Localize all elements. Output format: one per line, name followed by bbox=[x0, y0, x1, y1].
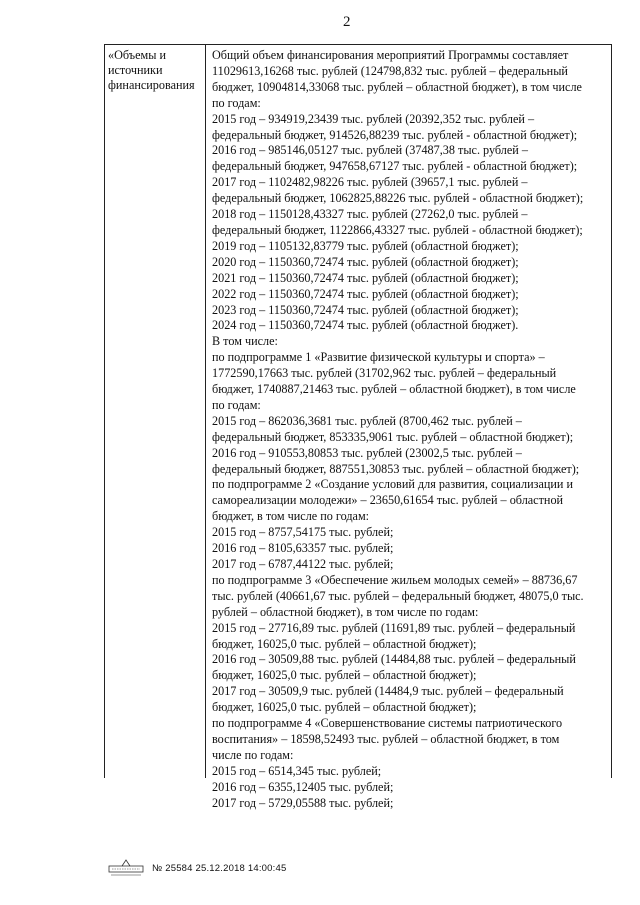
text-line: 2017 год – 5729,05588 тыс. рублей; bbox=[212, 795, 394, 810]
financing-details-cell bbox=[212, 48, 610, 812]
text-line: по годам: bbox=[212, 95, 261, 110]
text-line: 1772590,17663 тыс. рублей (31702,962 тыс. рублей – федеральный bbox=[212, 366, 557, 381]
text-line: Общий объем финансирования мероприятий Программы составляет bbox=[212, 48, 569, 62]
document-footer bbox=[108, 857, 286, 879]
text-line: самореализации молодежи» – 23650,61654 тыс. рублей – областной bbox=[212, 493, 564, 508]
text-line: 2020 год – 1150360,72474 тыс. рублей (областной бюджет); bbox=[212, 254, 519, 269]
text-line: 2015 год – 6514,345 тыс. рублей; bbox=[212, 763, 382, 778]
text-line: 2018 год – 1150128,43327 тыс. рублей (27262,0 тыс. рублей – bbox=[212, 207, 528, 222]
column-divider bbox=[205, 45, 206, 778]
text-line: В том числе: bbox=[212, 334, 278, 349]
text-line: 2017 год – 6787,44122 тыс. рублей; bbox=[212, 557, 394, 571]
text-line: федеральный бюджет, 1062825,88226 тыс. рублей - областной бюджет); bbox=[212, 191, 584, 206]
text-line: по подпрограмме 4 «Совершенствование системы патриотического bbox=[212, 716, 563, 731]
text-line: федеральный бюджет, 947658,67127 тыс. рублей - областной бюджет); bbox=[212, 159, 578, 174]
page-number: 2 bbox=[343, 14, 351, 30]
text-line: 2023 год – 1150360,72474 тыс. рублей (областной бюджет); bbox=[212, 302, 519, 317]
text-line: по годам: bbox=[212, 397, 261, 412]
financing-table bbox=[104, 44, 612, 810]
text-line: 2015 год – 8757,54175 тыс. рублей; bbox=[212, 525, 394, 540]
text-line: бюджет, 16025,0 тыс. рублей – областной бюджет); bbox=[212, 668, 477, 683]
text-line: федеральный бюджет, 914526,88239 тыс. рублей - областной бюджет); bbox=[212, 127, 578, 142]
row-label-line: «Объемы и bbox=[108, 48, 166, 62]
document-registration-ref: № 25584 25.12.2018 14:00:45 bbox=[152, 862, 287, 874]
text-line: 2024 год – 1150360,72474 тыс. рублей (областной бюджет). bbox=[212, 318, 519, 333]
text-line: 2022 год – 1150360,72474 тыс. рублей (областной бюджет); bbox=[212, 286, 519, 301]
text-line: 2019 год – 1105132,83779 тыс. рублей (областной бюджет); bbox=[212, 238, 519, 253]
registry-stamp-icon bbox=[108, 857, 144, 879]
text-line: 11029613,16268 тыс. рублей (124798,832 тыс. рублей – федеральный bbox=[212, 63, 568, 78]
text-line: по подпрограмме 2 «Создание условий для развития, социализации и bbox=[212, 477, 574, 492]
text-line: 2016 год – 6355,12405 тыс. рублей; bbox=[212, 779, 394, 794]
text-line: 2017 год – 1102482,98226 тыс. рублей (39657,1 тыс. рублей – bbox=[212, 175, 528, 190]
text-line: 2015 год – 934919,23439 тыс. рублей (20392,352 тыс. рублей – bbox=[212, 111, 535, 126]
text-line: 2016 год – 8105,63357 тыс. рублей; bbox=[212, 541, 394, 556]
text-line: воспитания» – 18598,52493 тыс. рублей – областной бюджет, в том bbox=[212, 731, 560, 746]
text-line: бюджет, 1740887,21463 тыс. рублей – областной бюджет), в том числе bbox=[212, 382, 576, 397]
text-line: федеральный бюджет, 1122866,43327 тыс. рублей - областной бюджет); bbox=[212, 222, 583, 237]
row-label-line: финансирования bbox=[108, 78, 195, 92]
text-line: бюджет, в том числе по годам: bbox=[212, 509, 370, 524]
text-line: бюджет, 16025,0 тыс. рублей – областной бюджет); bbox=[212, 636, 477, 651]
text-line: рублей – областной бюджет), в том числе по годам: bbox=[212, 604, 479, 619]
row-label-cell bbox=[108, 48, 203, 93]
text-line: по подпрограмме 3 «Обеспечение жильем молодых семей» – 88736,67 bbox=[212, 572, 578, 587]
text-line: 2017 год – 30509,9 тыс. рублей (14484,9 тыс. рублей – федеральный bbox=[212, 684, 564, 699]
text-line: федеральный бюджет, 853335,9061 тыс. рублей – областной бюджет); bbox=[212, 429, 574, 444]
text-line: федеральный бюджет, 887551,30853 тыс. рублей – областной бюджет); bbox=[212, 461, 580, 476]
text-line: бюджет, 16025,0 тыс. рублей – областной бюджет); bbox=[212, 700, 477, 715]
text-line: 2016 год – 985146,05127 тыс. рублей (37487,38 тыс. рублей – bbox=[212, 143, 528, 158]
text-line: бюджет, 10904814,33068 тыс. рублей – областной бюджет), в том числе bbox=[212, 79, 582, 94]
row-label-line: источники bbox=[108, 63, 163, 77]
text-line: 2015 год – 862036,3681 тыс. рублей (8700,462 тыс. рублей – bbox=[212, 413, 522, 428]
text-line: числе по годам: bbox=[212, 747, 294, 762]
text-line: 2021 год – 1150360,72474 тыс. рублей (областной бюджет); bbox=[212, 270, 519, 285]
text-line: 2016 год – 30509,88 тыс. рублей (14484,88 тыс. рублей – федеральный bbox=[212, 652, 576, 667]
text-line: тыс. рублей (40661,67 тыс. рублей – федеральный бюджет, 48075,0 тыс. bbox=[212, 588, 584, 603]
text-line: 2016 год – 910553,80853 тыс. рублей (23002,5 тыс. рублей – bbox=[212, 445, 522, 460]
text-line: 2015 год – 27716,89 тыс. рублей (11691,89 тыс. рублей – федеральный bbox=[212, 620, 576, 635]
text-line: по подпрограмме 1 «Развитие физической культуры и спорта» – bbox=[212, 350, 545, 365]
